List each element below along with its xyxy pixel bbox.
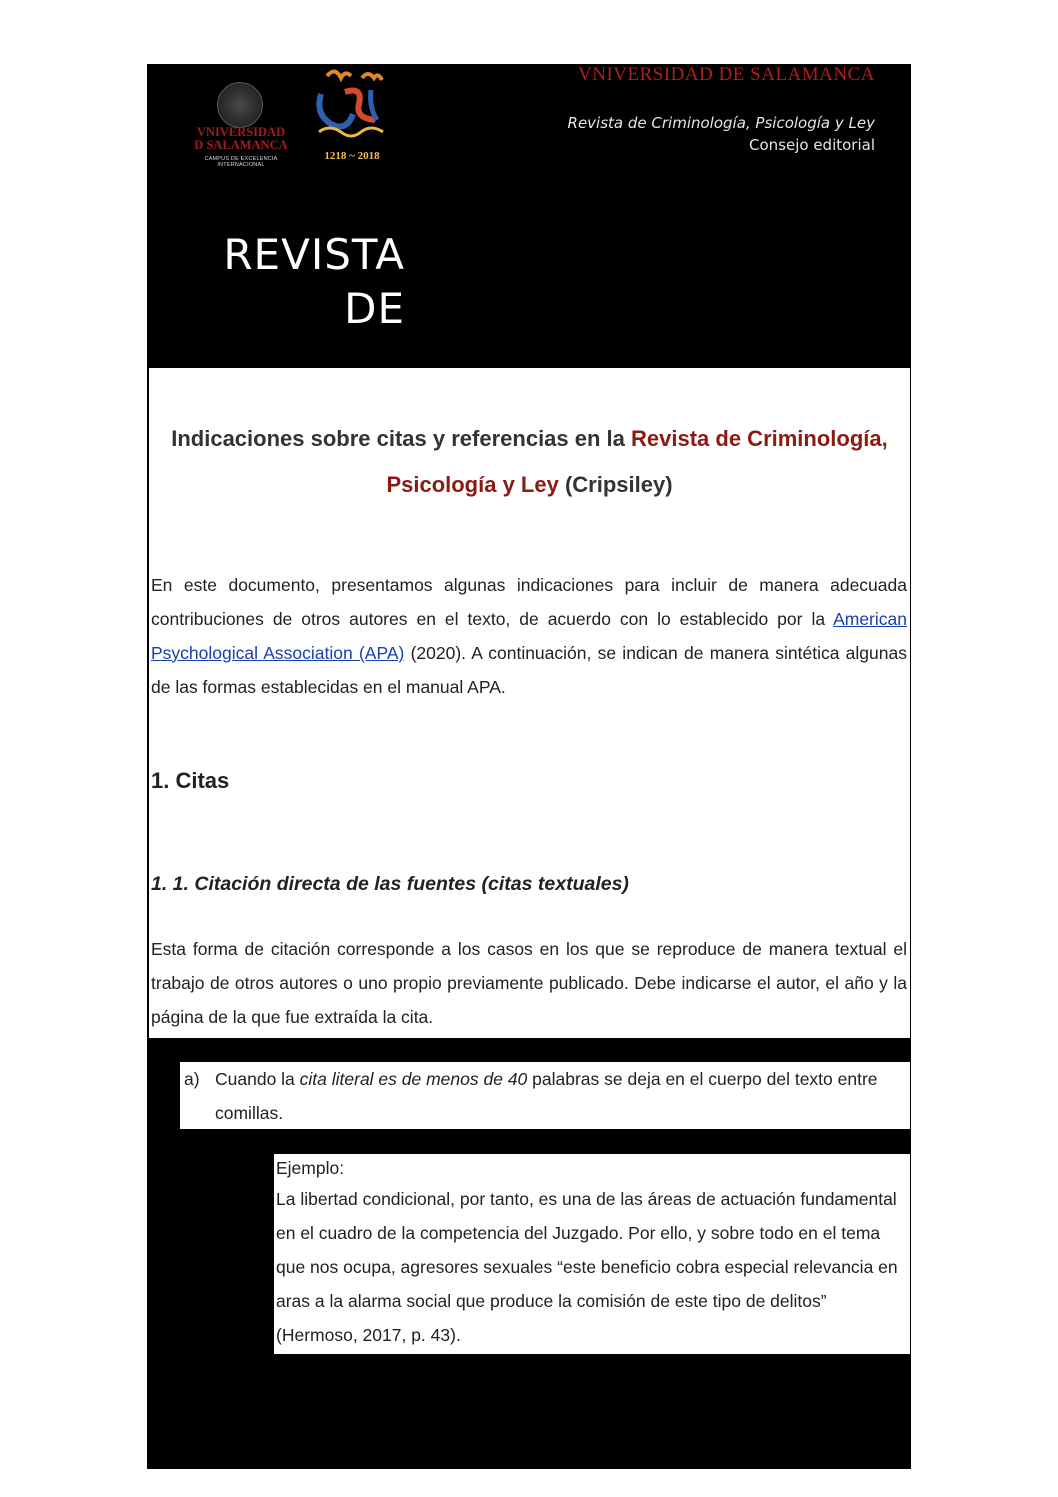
editorial-board: Consejo editorial bbox=[749, 136, 875, 154]
journal-name: Revista de Criminología, Psicología y Ley bbox=[567, 114, 875, 132]
intro-text-1: En este documento, presentamos algunas indicaciones para incluir de manera adecuada contribuciones de otros autores en el texto, de acuerdo con lo establecido por la bbox=[151, 575, 907, 629]
title-part-1: Indicaciones sobre citas y referencias en la bbox=[171, 426, 632, 451]
citacion-directa-paragraph: Esta forma de citación corresponde a los casos en los que se reproduce de manera textual el trabajo de otros autores o uno propio previamente publicado. Debe indicarse el autor, el año y la página de la que fue extraída la cita. bbox=[151, 939, 907, 1027]
document-title bbox=[149, 416, 910, 508]
item-a-text-2: palabras se deja en el cuerpo del texto entre comillas. bbox=[215, 1069, 878, 1123]
revista-line-1: REVISTA bbox=[223, 230, 405, 279]
subsection-heading-citacion-directa: 1. 1. Citación directa de las fuentes (citas textuales) bbox=[151, 873, 629, 895]
list-item-a-text bbox=[215, 1062, 905, 1130]
item-a-italic: cita literal es de menos de 40 bbox=[299, 1069, 528, 1089]
list-item-a-label: a) bbox=[184, 1069, 200, 1089]
intro-paragraph bbox=[151, 568, 907, 704]
section-heading-citas: 1. Citas bbox=[151, 768, 230, 793]
university-logo-subtitle: CAMPUS DE EXCELENCIA INTERNACIONAL bbox=[204, 156, 278, 168]
title-journal: Revista de Criminología, Psicología y Ley bbox=[386, 426, 888, 497]
apa-link[interactable]: American Psychological Association (APA) bbox=[151, 609, 907, 663]
intro-text-2: (2020). A continuación, se indican de manera sintética algunas de las formas establecidas en el manual APA. bbox=[151, 643, 907, 697]
usal-800-years: 1218 ~ 2018 bbox=[324, 150, 380, 162]
university-seal-icon bbox=[217, 82, 263, 128]
university-logo-text: VNIVERSIDAD D SALAMANCA bbox=[194, 125, 288, 152]
example-text: La libertad condicional, por tanto, es una de las áreas de actuación fundamental en el cuadro de la competencia del Juzgado. Por ello, y sobre todo en el tema que nos ocupa, agresores sexuales “este beneficio cobra especial relevancia en aras a la alarma social que produce la comisión de este tipo de delitos” (Hermoso, 2017, p. 43). bbox=[276, 1189, 898, 1345]
usal-800-logo bbox=[307, 66, 397, 166]
title-part-3: (Cripsiley) bbox=[558, 472, 673, 497]
revista-line-2: DE bbox=[344, 284, 405, 333]
university-name: VNIVERSIDAD DE SALAMANCA bbox=[578, 64, 875, 85]
item-a-text-1: Cuando la bbox=[215, 1069, 300, 1089]
page-header bbox=[147, 64, 911, 368]
example-label: Ejemplo: bbox=[276, 1158, 345, 1178]
list-item-a bbox=[180, 1062, 910, 1129]
usal-800-emblem-icon bbox=[307, 66, 397, 150]
revista-heading bbox=[223, 228, 405, 336]
example-block bbox=[274, 1154, 910, 1354]
content-panel bbox=[149, 368, 910, 1038]
university-logo bbox=[183, 82, 293, 192]
